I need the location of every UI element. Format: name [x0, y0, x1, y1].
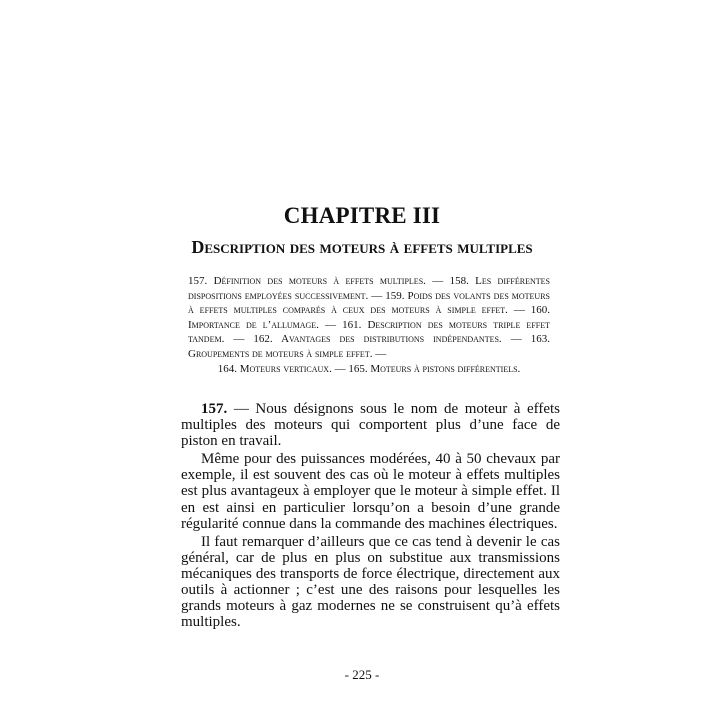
paragraph-text: — Nous désignons sous le nom de moteur à effets multiples des moteurs qui comportent plus d’une face de piston en travail.	[181, 401, 560, 450]
paragraph-number: 157.	[201, 401, 228, 417]
chapter-title: CHAPITRE III	[283, 203, 441, 228]
paragraph-157	[181, 401, 560, 449]
paragraph: Il faut remarquer d’ailleurs que ce cas tend à devenir le cas général, car de plus en plus on substitue aux transmissions mécaniques des transports de force électrique, directement aux outils à actionner ; c’est une des raisons pour lesquelles les grands moteurs à gaz modernes ne se construisent qu’à effets multiples.	[181, 533, 560, 631]
page-number: - 225 -	[344, 667, 380, 682]
chapter-subtitle: Description des moteurs à effets multiples	[191, 237, 533, 257]
summary-last-line: 164. Moteurs verticaux. — 165. Moteurs à pistons différentiels.	[217, 362, 521, 375]
chapter-summary	[188, 274, 550, 376]
summary-text: 157. Définition des moteurs à effets multiples. — 158. Les différentes dispositions employées successivement. — 159. Poids des volants des moteurs à effets multiples comparés à ceux des moteurs à simple effet. — 160. Importance de l’allumage. — 161. Description des moteurs triple effet tandem. — 162. Avantages des distributions indépendantes. — 163. Groupements de moteurs à simple effet. —	[188, 275, 550, 360]
paragraph: Même pour des puissances modérées, 40 à 50 chevaux par exemple, il est souvent des cas où le moteur à effets multiples est plus avantageux à employer que le moteur à simple effet. Il en est ainsi en particulier lorsqu’on a besoin d’une grande régularité connue dans la commande des machines électriques.	[181, 451, 560, 532]
body-text	[181, 401, 560, 630]
